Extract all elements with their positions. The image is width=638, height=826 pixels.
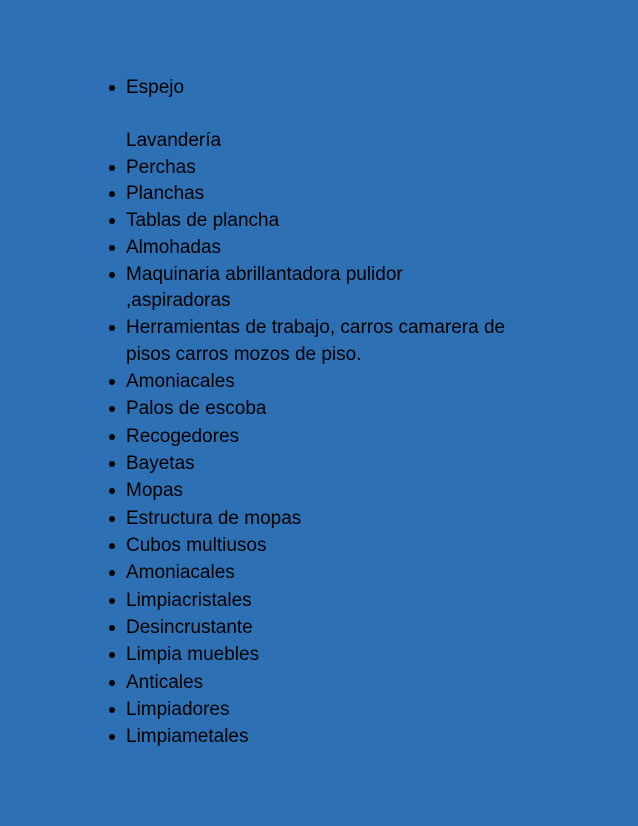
section-heading-lavanderia [126, 128, 221, 155]
bullet-icon [109, 85, 115, 91]
list-item-text: Herramientas de trabajo, carros camarera de [126, 317, 506, 338]
list-item-text: Limpia muebles [126, 644, 260, 665]
bullet-icon [109, 734, 115, 740]
bullet-icon [109, 191, 115, 197]
list-item [126, 424, 239, 451]
list-item-text: Espejo [126, 77, 185, 98]
bullet-icon [109, 543, 115, 549]
bullet-icon [109, 379, 115, 385]
list-item-text: Limpiametales [126, 726, 249, 747]
list-item-text: Palos de escoba [126, 398, 267, 419]
bullet-icon [109, 218, 115, 224]
list-item-text: Planchas [126, 183, 205, 204]
bullet-icon [109, 707, 115, 713]
list-item-text: Limpiadores [126, 699, 230, 720]
bullet-icon [109, 598, 115, 604]
list-item [126, 560, 235, 587]
list-item-text: Perchas [126, 157, 196, 178]
list-item [126, 262, 403, 289]
list-item [126, 533, 266, 560]
bullet-icon [109, 245, 115, 251]
list-item [126, 75, 184, 102]
list-item-text: Almohadas [126, 237, 222, 258]
list-item [126, 369, 235, 396]
list-item [126, 697, 230, 724]
bullet-icon [109, 652, 115, 658]
list-item [126, 155, 196, 182]
list-item-continuation [126, 288, 231, 315]
list-item-text: pisos carros mozos de piso. [126, 344, 362, 365]
bullet-icon [109, 516, 115, 522]
list-item-text: Tablas de plancha [126, 210, 280, 231]
list-item [126, 396, 267, 423]
list-item [126, 670, 203, 697]
bullet-icon [109, 625, 115, 631]
list-item [126, 588, 252, 615]
list-item-text: Limpiacristales [126, 590, 252, 611]
list-item [126, 315, 505, 342]
list-item-text: Maquinaria abrillantadora pulidor [126, 264, 403, 285]
bullet-icon [109, 272, 115, 278]
list-item-text: Bayetas [126, 453, 195, 474]
list-item-text: ,aspiradoras [126, 290, 231, 311]
bullet-icon [109, 680, 115, 686]
list-item [126, 451, 195, 478]
list-item [126, 478, 183, 505]
list-item [126, 506, 301, 533]
bullet-icon [109, 461, 115, 467]
bullet-icon [109, 434, 115, 440]
list-item-text: Recogedores [126, 426, 240, 447]
list-item-text: Mopas [126, 480, 184, 501]
list-item-text: Anticales [126, 672, 204, 693]
list-item [126, 235, 221, 262]
list-item-text: Lavandería [126, 130, 222, 151]
list-item [126, 208, 279, 235]
bullet-icon [109, 165, 115, 171]
bullet-icon [109, 325, 115, 331]
list-item [126, 615, 253, 642]
list-item-text: Estructura de mopas [126, 508, 302, 529]
bullet-icon [109, 488, 115, 494]
list-item-text: Desincrustante [126, 617, 253, 638]
bullet-icon [109, 406, 115, 412]
list-item [126, 724, 249, 751]
bullet-icon [109, 570, 115, 576]
list-item [126, 642, 259, 669]
list-item-text: Cubos multiusos [126, 535, 267, 556]
list-item-text: Amoniacales [126, 371, 235, 392]
list-item-continuation [126, 342, 362, 369]
list-item [126, 181, 204, 208]
list-item-text: Amoniacales [126, 562, 235, 583]
